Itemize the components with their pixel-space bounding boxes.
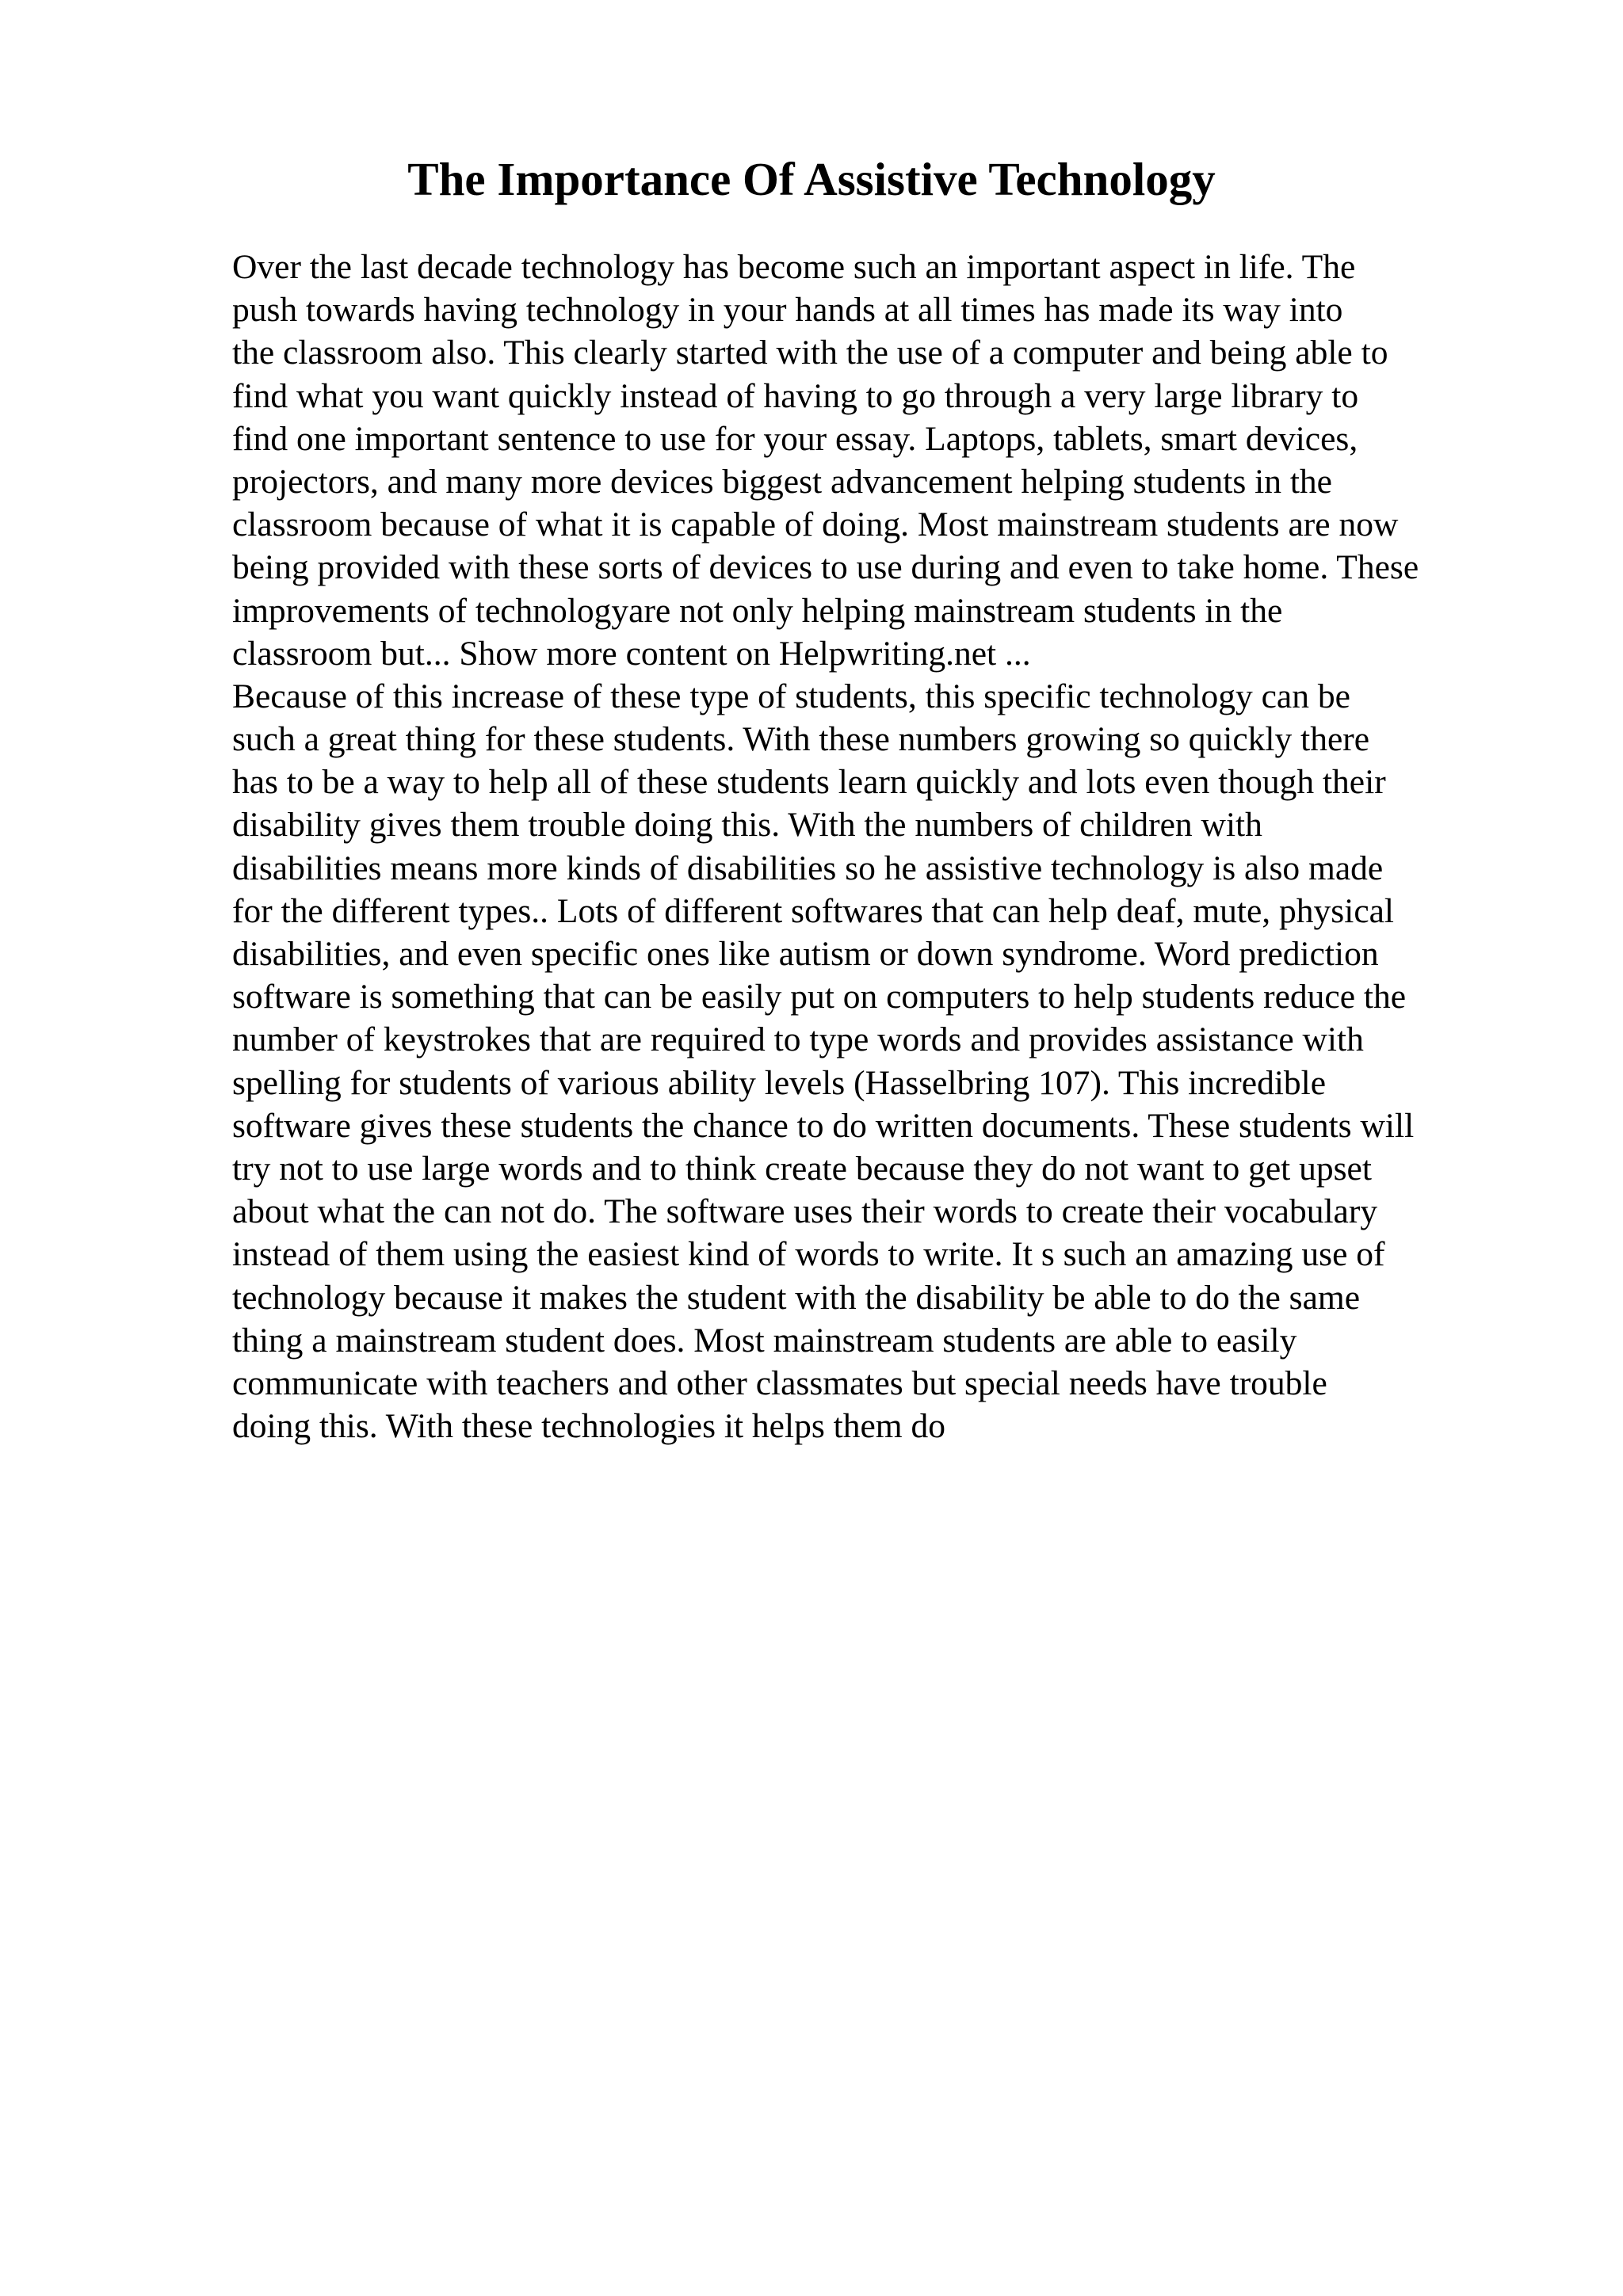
body-line: number of keystrokes that are required to type words and provides assistance with bbox=[232, 1020, 1364, 1059]
body-line: projectors, and many more devices biggest advancement helping students in the bbox=[232, 462, 1332, 501]
body-line: classroom because of what it is capable of doing. Most mainstream students are now bbox=[232, 505, 1399, 544]
body-line: push towards having technology in your hands at all times has made its way into bbox=[232, 291, 1343, 330]
body-line: being provided with these sorts of devices to use during and even to take home. These bbox=[232, 548, 1419, 587]
body-line: Because of this increase of these type of students, this specific technology can be bbox=[232, 677, 1350, 715]
body-line: communicate with teachers and other classmates but special needs have trouble bbox=[232, 1363, 1327, 1402]
body-line: disabilities, and even specific ones like autism or down syndrome. Word prediction bbox=[232, 935, 1379, 973]
body-line: disabilities means more kinds of disabilities so he assistive technology is also made bbox=[232, 849, 1384, 887]
body-line: has to be a way to help all of these students learn quickly and lots even though their bbox=[232, 763, 1386, 802]
body-line: spelling for students of various ability levels (Hasselbring 107). This incredible bbox=[232, 1063, 1327, 1102]
body-line: improvements of technologyare not only helping mainstream students in the bbox=[232, 591, 1283, 630]
body-line: try not to use large words and to think create because they do not want to get upset bbox=[232, 1149, 1372, 1188]
body-line: the classroom also. This clearly started with the use of a computer and being able to bbox=[232, 334, 1388, 372]
body-line: for the different types.. Lots of different softwares that can help deaf, mute, physical bbox=[232, 891, 1395, 930]
body-line: instead of them using the easiest kind of words to write. It s such an amazing use of bbox=[232, 1235, 1385, 1274]
body-line: software gives these students the chance to do written documents. These students will bbox=[232, 1106, 1415, 1145]
body-line: find what you want quickly instead of having to go through a very large library to bbox=[232, 376, 1359, 415]
body-line: disability gives them trouble doing this. With the numbers of children with bbox=[232, 806, 1262, 845]
body-line: software is something that can be easily put on computers to help students reduce the bbox=[232, 978, 1407, 1016]
body-line-show-more: classroom but... Show more content on Helpwriting.net ... bbox=[232, 634, 1031, 673]
document-title: The Importance Of Assistive Technology bbox=[407, 153, 1216, 205]
body-line: technology because it makes the student with the disability be able to do the same bbox=[232, 1278, 1361, 1317]
document-body bbox=[232, 246, 1516, 1447]
body-line: thing a mainstream student does. Most mainstream students are able to easily bbox=[232, 1321, 1297, 1360]
body-line: Over the last decade technology has become such an important aspect in life. The bbox=[232, 248, 1356, 286]
body-line: such a great thing for these students. With these numbers growing so quickly there bbox=[232, 720, 1370, 759]
body-line: about what the can not do. The software uses their words to create their vocabulary bbox=[232, 1192, 1378, 1231]
body-line: doing this. With these technologies it helps them do bbox=[232, 1407, 945, 1446]
body-line: find one important sentence to use for your essay. Laptops, tablets, smart devices, bbox=[232, 419, 1358, 458]
